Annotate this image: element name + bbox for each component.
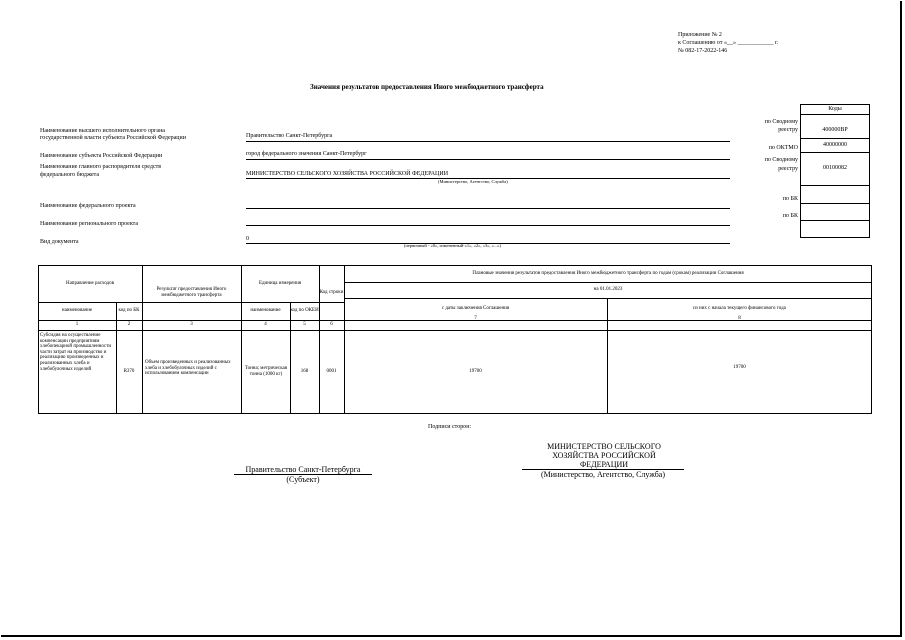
row-value-8: 19700 [733,365,746,370]
svod2-label-b: реестру [778,166,798,172]
gr-hint: (Министерство, Агентство, Служба) [438,179,508,184]
fed-project-label: Наименование федерального проекта [40,203,136,209]
col-num-7: 7 [474,316,477,321]
left-name: Правительство Санкт-Петербурга [245,465,361,474]
right-role: (Министерство, Агентство, Служба) [540,470,666,479]
h-okei: код по ОКЕИ [290,308,319,313]
oktmo-label: по ОКТМО [768,145,798,151]
gr-label-b: федерального бюджета [40,172,100,178]
appendix-line-2: к Соглашению от «__» ____________ г. [678,40,779,46]
signatures-title: Подписи сторон: [428,424,472,430]
doc-type-hint: (первичный - «0», измененный-«1», «2», «3», «...») [404,243,502,248]
appendix-line-3: № 082-17-2022-146 [678,48,728,54]
bk2-label: по БК [782,213,798,219]
svod2-code: 00100082 [823,165,847,171]
row-unit: Тонна; метрическая тонна (1000 кг) [244,366,288,377]
col-num-4: 4 [264,322,267,327]
svod1-code: 400000ВР [822,127,848,133]
h-unit: Единица измерения [258,280,302,286]
h-direction: Направление расходов [66,280,114,286]
h-row-code: Код строки [319,289,344,295]
subject-label: Наименование субъекта Российской Федерации [40,153,163,159]
h-result: Результат предоставления Иного межбюджетного трансферта [156,286,227,298]
right-name-3: ФЕДЕРАЦИИ [579,460,629,469]
organ-label-a: Наименование высшего исполнительного органа [40,128,165,134]
svod1-label-b: реестру [778,127,798,133]
bk1-label: по БК [782,196,798,202]
doc-type-value: 0 [246,236,249,242]
left-role: (Субъект) [286,475,320,484]
organ-value: Правительство Санкт-Петербурга [246,133,333,139]
h-from-year: из них с начала текущего финансового года [693,306,786,311]
col-num-8: 8 [738,316,741,321]
h-bk-code: код по БК [118,308,140,313]
col-num-5: 5 [303,322,306,327]
row-bk: R370 [123,369,135,374]
codes-header: Коды [828,106,842,112]
row-result: Объем произведенных и реализованных хлеба и хлебобулочных изделий с использованием компенсации [145,360,231,377]
right-name-2: ХОЗЯЙСТВА РОССИЙСКОЙ [552,451,656,460]
svod2-label-a: по Сводному [764,157,798,163]
svod1-label-a: по Сводному [764,119,798,125]
doc-type-label: Вид документа [40,239,79,245]
appendix-line-1: Приложение № 2 [678,32,722,38]
oktmo-code: 40000000 [823,142,847,148]
h-planned: Плановые значения результатов предоставления Иного межбюджетного трансферта по годам (срокам) реализации Соглашения [472,270,744,276]
h-name: наименование [61,308,93,313]
subject-value: город федерального значения Санкт-Петербург [246,151,367,157]
row-okei: 168 [300,369,309,374]
col-num-1: 1 [75,322,79,327]
reg-project-label: Наименование регионального проекта [40,221,139,227]
h-from-sign: с даты заключения Соглашения [441,306,510,311]
gr-value: МИНИСТЕРСТВО СЕЛЬСКОГО ХОЗЯЙСТВА РОССИЙСКОЙ ФЕДЕРАЦИИ [246,171,449,177]
right-name-1: МИНИСТЕРСТВО СЕЛЬСКОГО [547,442,661,451]
h-date: на 01.01.2023 [593,287,623,292]
organ-label-b: государственной власти субъекта Российской Федерации [40,135,186,141]
row-value-7: 19700 [469,369,482,374]
row-name: Субсидия на осуществление компенсации предприятиям хлебопекарной промышленности части затрат на производство и реализацию произведенных и реализованных хлеба и хлебобулочных изделий [40,333,112,372]
col-num-3: 3 [190,322,193,327]
h-unit-name: наименование [250,308,281,313]
gr-label-a: Наименование главного распорядителя средств [40,164,162,170]
page-title: Значения результатов предоставления Иного межбюджетного трансферта [310,83,544,91]
col-num-6: 6 [330,322,333,327]
col-num-2: 2 [127,322,131,327]
row-code: 0001 [326,369,337,374]
